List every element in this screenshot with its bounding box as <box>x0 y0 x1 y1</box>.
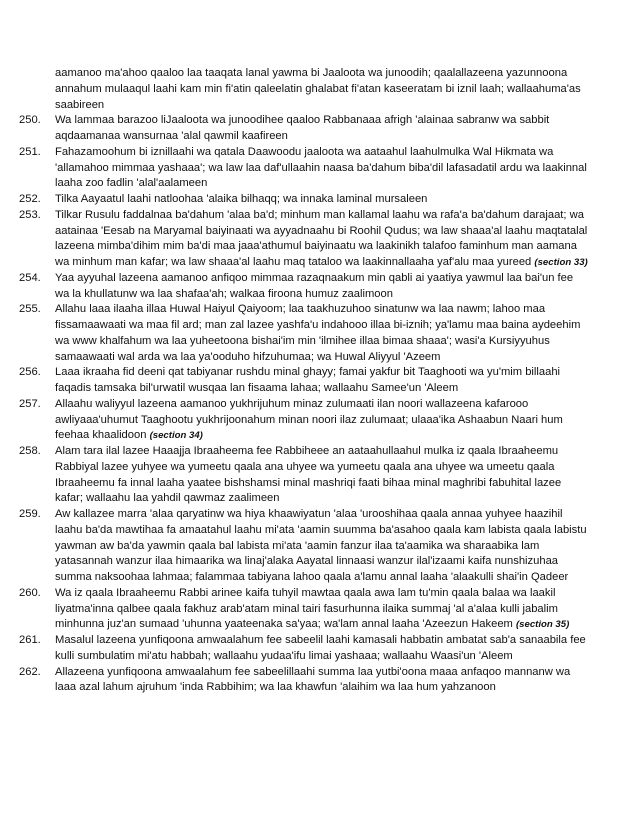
verse-block <box>0 271 590 303</box>
verse-block <box>0 113 590 145</box>
verse-text: Tilkar Rusulu faddalnaa ba'dahum 'alaa ba'd; minhum man kallamal laahu wa rafa'a ba'dahum darajaat; wa aatainaa 'Eesab na Maryamal baiyinaati wa ayyadnaahu bi Roohil Qudus; wa law shaaa'al laahu maqtatalal lazeena mimba'dihim mim ba'di maa jaaa'athumul baiyinaatu wa laakinikh talafoo faminhum man aamana wa minhum man kafar; wa law shaaa'al laahu maq tataloo wa laakinnallaaha yaf'alu maa yureed <box>55 208 588 268</box>
verse-text: Laaa ikraaha fid deeni qat tabiyanar rushdu minal ghayy; famai yakfur bit Taaghooti wa yu'mim billaahi faqadis tamsaka bil'urwatil wusqaa lan fisaama lahaa; wallaahu Samee'un 'Aleem <box>55 366 561 394</box>
verse-number: 256. <box>19 366 41 379</box>
verse-block <box>0 397 590 444</box>
verse-text: Allazeena yunfiqoona amwaalahum fee sabeelillaahi summa laa yutbi'oona maaa anfaqoo mannanw wa laaa azal lahum ajruhum 'inda Rabbihim; wa laa khawfun 'alaihim wa laa hum yahzanoon <box>55 665 571 694</box>
verse-block <box>0 633 590 665</box>
verse-block <box>0 665 590 697</box>
verse-number: 253. <box>19 208 41 221</box>
verse-number: 257. <box>19 397 41 410</box>
verse-text: Masalul lazeena yunfiqoona amwaalahum fee sabeelil laahi kamasali habbatin ambatat sab'a sanaabila fee kulli sumbulatim mi'atu habbah; wallaahu yudaa'ifu limai yashaaa; wallaahu Waasi'un 'Aleem <box>55 634 586 662</box>
verse-text: Alam tara ilal lazee Haaajja Ibraaheema fee Rabbiheee an aataahullaahul mulka iz qaala Ibraaheemu Rabbiyal lazee yuhyee wa yumeetu qaala ana uhyee wa yumeetu qaala ana uhyee wa umeetu qaala Ibraaheemu fa innal laaha yaatee bishshamsi minal mashriqi faati bihaa minal maghribi fabuhital lazee kafar; wallaahu laa yahdil qawmaz zaalimeen <box>55 445 562 505</box>
verse-text: Yaa ayyuhal lazeena aamanoo anfiqoo mimmaa razaqnaakum min qabli ai yaatiya yawmul laa bai'un fee wa la khullatunw wa laa shafaa'ah; walkaa firoona humuz zaalimoon <box>55 271 574 300</box>
verse-block <box>0 145 590 192</box>
verse-block <box>0 365 590 397</box>
verse-text: Tilka Aayaatul laahi natloohaa 'alaika bilhaqq; wa innaka laminal mursaleen <box>55 193 428 205</box>
verse-block <box>0 586 590 633</box>
verse-text: Aw kallazee marra 'alaa qaryatinw wa hiya khaawiyatun 'alaa 'urooshihaa qaala annaa yuhyee haazihil laahu ba'da mawtihaa fa amaatahul laahu mi'ata 'aamin suumma ba'asahoo qaala kam labista qaala labistu yawman aw ba'da yawmin qaala bal labista mi'ata 'aamin fanzur ilaa ta'aamika wa sharaabika lam yatasannah wanzur ilaa himaarika wa linaj'alaka Aayatal linnaasi wanzur ilal'izaami kaifa nunshizuhaa summa naksoohaa lahmaa; falammaa tabiyana lahoo qaala a'lamu annal laaha 'alaakulli shai'in Qadeer <box>55 508 587 583</box>
verse-text: Fahazamoohum bi iznillaahi wa qatala Daawoodu jaaloota wa aataahul laahulmulka Wal Hikmata wa 'allamahoo mimmaa yashaaa'; wa law laa daf'ullaahin naasa ba'dahum biba'dil lafasadatil ardu wa laakinnal laaha zoo fadlin 'alal'aalameen <box>55 145 587 190</box>
verse-block <box>0 192 590 208</box>
verse-text: Wa lammaa barazoo liJaaloota wa junoodihee qaaloo Rabbanaaa afrigh 'alainaa sabranw wa sabbit aqdaamanaa wansurnaa 'alal qawmil kaafireen <box>55 114 550 142</box>
verse-text: Allaahu waliyyul lazeena aamanoo yukhrijuhum minaz zulumaati ilan noori wallazeena kafarooo awliyaaa'uhumut Taaghootu yukhrijoonahum minan noori ilaz zulumaat; ulaaa'ika Ashaabun Naari hum feehaa khaalidoon <box>55 397 563 442</box>
verse-number: 250. <box>19 114 41 127</box>
verse-number: 259. <box>19 508 41 520</box>
document-page <box>0 66 638 696</box>
verse-block <box>0 66 590 113</box>
verse-number: 252. <box>19 193 41 205</box>
verse-number: 254. <box>19 271 41 284</box>
verse-block <box>0 208 590 271</box>
section-marker: (section 34) <box>149 430 203 442</box>
verse-text: aamanoo ma'ahoo qaaloo laa taaqata lanal yawma bi Jaaloota wa junoodih; qaalallazeena yazunnoona annahum mulaaqul laahi kam min fi'atin qaleelatin ghalabat fi'atan kaseeratam bi iznil laah; wallaahuma'as saabireen <box>55 67 581 111</box>
verse-number: 262. <box>19 665 41 678</box>
verse-number: 255. <box>19 303 41 316</box>
verse-block <box>0 444 590 507</box>
verse-block <box>0 507 590 586</box>
section-marker: (section 33) <box>534 257 588 268</box>
verse-number: 258. <box>19 445 41 457</box>
verse-text: Allahu laaa ilaaha illaa Huwal Haiyul Qaiyoom; laa taakhuzuhoo sinatunw wa laa nawm; lahoo maa fissamaawaati wa maa fil ard; man zal lazee yashfa'u indahooo illaa bi-iznih; ya'lamu maa baina aydeehim wa www khalfahum wa laa yuheetoona bishai'im min 'ilmihee illaa bimaa shaaa'; wasi'a Kursiyyuhus samaawaati wal arda wa laa ya'ooduho hifzuhumaa; wa Huwal Aliyyul 'Azeem <box>55 303 581 363</box>
verse-number: 251. <box>19 145 41 158</box>
verse-block <box>0 302 590 365</box>
verse-number: 260. <box>19 586 41 599</box>
verse-text: Wa iz qaala Ibraaheemu Rabbi arinee kaifa tuhyil mawtaa qaala awa lam tu'min qaala balaa wa laakil liyatma'inna qalbee qaala fakhuz arab'atam minal tairi fasurhunna ilaika summaj 'al a'alaa kulli jabalim minhunna juz'an sumaad 'uhunna yaateenaka sa'yaa; wa'lam annal laaha 'Azeezun Hakeem <box>55 586 558 631</box>
verse-number: 261. <box>19 634 41 646</box>
section-marker: (section 35) <box>515 619 570 631</box>
